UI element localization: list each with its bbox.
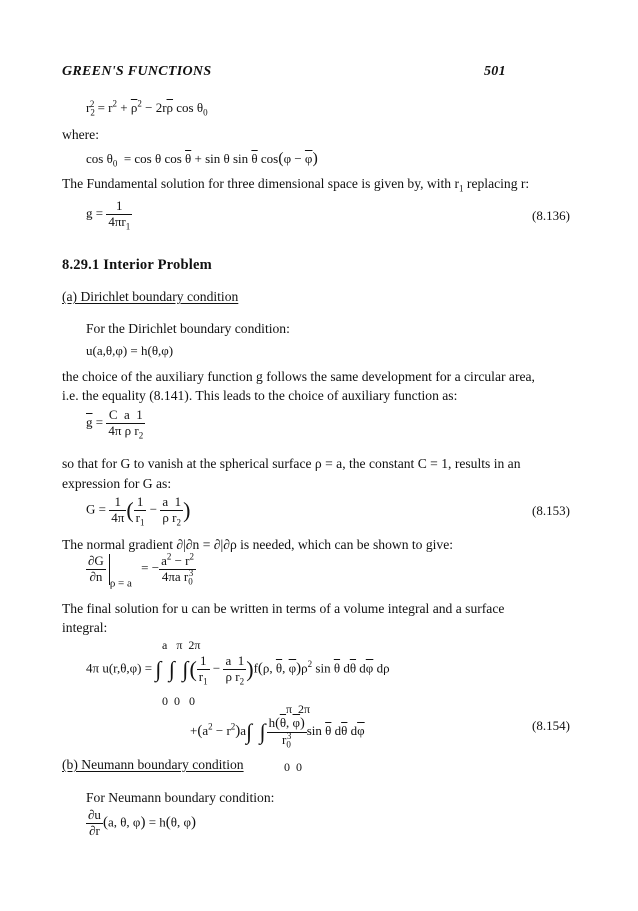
aux-choice-line-2: i.e. the equality (8.141). This leads to the choice of auxiliary function as: [62, 388, 458, 403]
equation-G: G = $\frac{1}{4\pi}$ ( $\frac{1}{r_1}$ − $\frac{a 1}{\rho r_2}$ ) [86, 494, 191, 528]
equation-volume-integral: a π 2π 4π u(r,θ,φ) = ∫ ∫ ∫( $\frac{1}{r_1}$ − $\frac{a 1}{\rho r_2}$ )f(ρ, $\overline{\theta}$, $\overline{\varphi})\rho^2$ $\sin \overline{\theta}$ $d\overline{\theta}$ $d\overline{\varphi}$ dρ 0 0 0 [86, 638, 390, 708]
equation-number-8-154: (8.154) [532, 718, 570, 733]
section-title: Interior Problem [103, 257, 212, 273]
dirichlet-intro: For the Dirichlet boundary condition: [86, 321, 290, 336]
subsection-dirichlet: (a) Dirichlet boundary condition [62, 289, 239, 304]
equation-dirichlet-bc: u(a,θ,φ) = h(θ,φ) [86, 343, 174, 358]
section-number: 8.29.1 [62, 257, 100, 273]
aux-choice-line-1: the choice of the auxiliary function g follows the same development for a circular area, [62, 369, 535, 384]
equation-normal-gradient: $\frac{\partial G}{\partial n}$ $_{\rho = a}$ = − $\frac{a^2 - r^2}{4\pi a r_0^3}$ [88, 551, 195, 590]
equation-number-8-153: (8.153) [532, 503, 570, 518]
section-heading [62, 257, 212, 274]
equation-surface-integral: π 2π $+(a^2 - r^2)a\int$ ∫ $\frac{h(\overline{\theta}, \overline{\varphi})}{r_0^3}$ $\sin \overline{\theta}$ $d\overline{\theta}$ $d\overline{\varphi}$ 0 0 [190, 702, 365, 774]
vanish-line-2: expression for G as: [62, 476, 172, 491]
vanish-line-1: so that for G to vanish at the spherical surface ρ = a, the constant C = 1, results in an [62, 456, 521, 471]
equation-fundamental-g: g = $\frac{1}{4\pi r_1}$ [86, 198, 131, 232]
fundamental-intro: The Fundamental solution for three dimensional space is given by, with r [62, 176, 460, 191]
page-number: 501 [484, 64, 506, 79]
where-label: where: [62, 127, 99, 142]
normal-gradient-text: The normal gradient ∂|∂n = ∂|∂ρ is needed, which can be shown to give: [62, 537, 454, 552]
equation-r2-squared: $r_2^2 = r^2 + \overline{\rho}^2 - 2r\overline{\rho}$ $\cos \theta_0$ [86, 98, 208, 118]
equation-auxiliary-g: $\overline{g}$ = $\frac{\text{C a 1}}{4\pi \rho r_2}$ [86, 407, 144, 441]
final-solution-line-2: integral: [62, 620, 108, 635]
equation-neumann-bc: $\frac{\partial u}{\partial r}$ (a, θ, φ) = h(θ, φ) [88, 807, 197, 838]
fundamental-sub: 1 [459, 183, 464, 194]
fundamental-tail: replacing r: [463, 176, 530, 191]
equation-number-8-136: (8.136) [532, 208, 570, 223]
equation-cos-theta0: $\cos \theta_0 = \cos \theta$ $\cos \overline{\theta} + \sin \theta$ $\sin \overline{\theta}$ $\cos(\varphi - \overline{\varphi})$ [86, 150, 318, 169]
fundamental-solution-text [62, 176, 529, 192]
subsection-neumann: (b) Neumann boundary condition [62, 757, 244, 772]
running-header-title: GREEN'S FUNCTIONS [62, 64, 212, 79]
final-solution-line-1: The final solution for u can be written in terms of a volume integral and a surface [62, 601, 505, 616]
neumann-intro: For Neumann boundary condition: [86, 790, 275, 805]
